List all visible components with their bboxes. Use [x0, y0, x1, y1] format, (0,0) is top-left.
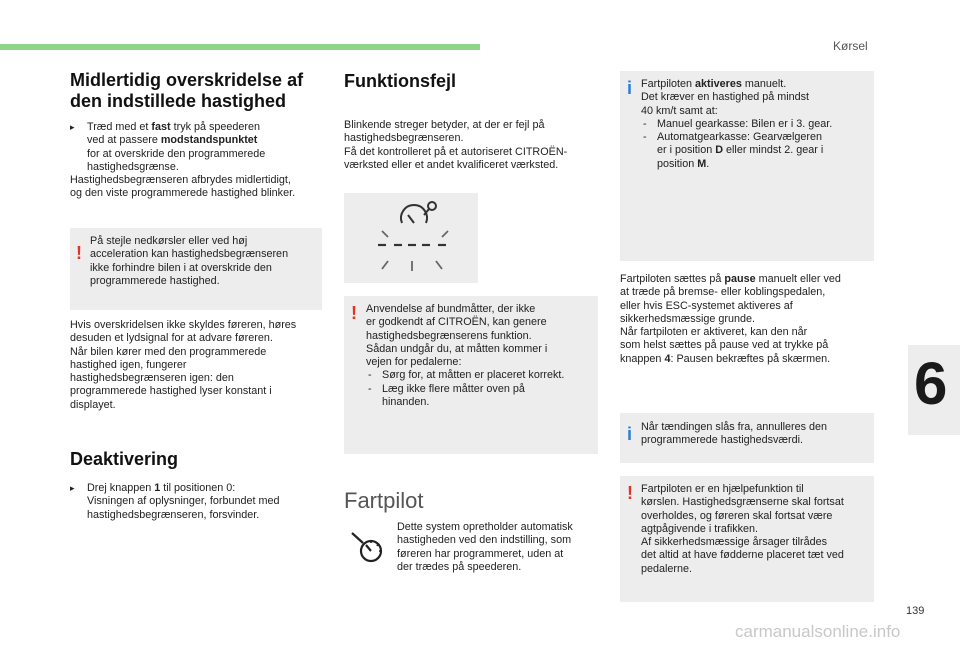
list-item: ▸ Træd med et fast tryk på speederen ved at passere modstandspunktet for at overskride den programmerede hastighedsgrænse. [70, 121, 266, 173]
warning-box-assistance: ! Fartpiloten er en hjælpefunktion til kørslen. Hastighedsgrænserne skal fortsat overholdes, og føreren skal fortsat være agtpågivende i trafikken. Af sikkerhedsmæssige årsager tilrådes det altid at have fødderne placeret tæt ved pedalerne. [620, 476, 874, 602]
cruise-control-description: Dette system opretholder automatisk hastigheden ved den indstilling, som føreren har programmeret, uden at der trædes på speederen. [397, 521, 573, 573]
deactivation-instruction [70, 482, 330, 522]
chapter-tab [908, 345, 960, 435]
header-accent-bar [0, 44, 480, 50]
arrow-bullet-icon: ▸ [70, 122, 75, 132]
page-number: 139 [906, 605, 925, 617]
section-title-cruise-control: Fartpilot [344, 488, 424, 513]
section-label: Kørsel [833, 39, 868, 53]
info-icon: i [627, 424, 633, 444]
warning-box-steep: ! På stejle nedkørsler eller ved høj acceleration kan hastighedsbegrænseren ikke forhindre bilen i at overskride den programmerede hastighed. [70, 228, 322, 310]
list-item: - Automatgearkasse: Gearvælgeren [643, 131, 823, 144]
warning-exclamation-icon: ! [627, 483, 633, 503]
info-box-ignition: i Når tændingen slås fra, annulleres den programmerede hastighedsværdi. [620, 413, 874, 463]
section-title-overspeed: Midlertidig overskridelse af den indstillede hastighed [70, 70, 304, 111]
list-item: - Læg ikke flere måtter oven på [368, 382, 525, 395]
list-item: - Sørg for, at måtten er placeret korrekt. [368, 369, 565, 382]
overspeed-instruction: ▸ Træd med et fast tryk på speederen ved at passere modstandspunktet for at overskride den programmerede hastighedsgrænse. Hastighedsbegrænseren afbrydes midlertidigt, og den viste programmerede hastighed blinker. [70, 121, 330, 201]
section-title-deactivation: Deaktivering [70, 449, 179, 469]
section-title-malfunction: Funktionsfejl [344, 71, 456, 91]
cruise-control-icon [350, 529, 386, 570]
speedometer-fault-icon [344, 193, 478, 283]
info-box-activation: i Fartpiloten aktiveres manuelt. Det kræver en hastighed på mindst 40 km/t samt at: - Manuel gearkasse: Bilen er i 3. gear. - Automatgearkasse: Gearvælgeren er i position D eller mindst 2. gear i position M. [620, 71, 874, 261]
arrow-bullet-icon: ▸ [70, 483, 75, 493]
warning-exclamation-icon: ! [76, 243, 82, 263]
pause-paragraph: Fartpiloten sættes på pause manuelt eller ved at træde på bremse- eller koblingspedalen, eller hvis ESC-systemet aktiveres af sikkerhedsmæssige grunde. Når fartpiloten er aktiveret, kan den når som helst sættes på pause ved at trykke på knappen 4: Pausen bekræftes på skærmen. [620, 273, 841, 365]
chapter-number: 6 [914, 350, 948, 417]
list-item: - Manuel gearkasse: Bilen er i 3. gear. [643, 117, 833, 130]
overspeed-paragraph: Hvis overskridelsen ikke skyldes føreren, høres desuden et lydsignal for at advare føreren. Når bilen kører med den programmerede hastighed igen, fungerer hastighedsbegrænseren igen: den programmerede hastighed lyser konstant i displayet. [70, 319, 297, 411]
list-item: ▸ Drej knappen 1 til positionen 0: Visningen af oplysninger, forbundet med hastighedsbegrænseren, forsvinder. [70, 482, 280, 521]
warning-exclamation-icon: ! [351, 303, 357, 323]
watermark: carmanualsonline.info [735, 622, 901, 641]
warning-box-mats: ! Anvendelse af bundmåtter, der ikke er godkendt af CITROËN, kan genere hastighedsbegrænserens funktion. Sådan undgår du, at måtten kommer i vejen for pedalerne: - Sørg for, at måtten er placeret korrekt. - Læg ikke flere måtter oven på hinanden. [344, 296, 598, 454]
malfunction-paragraph: Blinkende streger betyder, at der er fejl på hastighedsbegrænseren. Få det kontrolleret på et autoriseret CITROËN- værksted eller et andet kvalificeret værksted. [344, 119, 568, 171]
speed-limiter-fault-illustration [344, 193, 478, 283]
info-icon: i [627, 78, 633, 98]
